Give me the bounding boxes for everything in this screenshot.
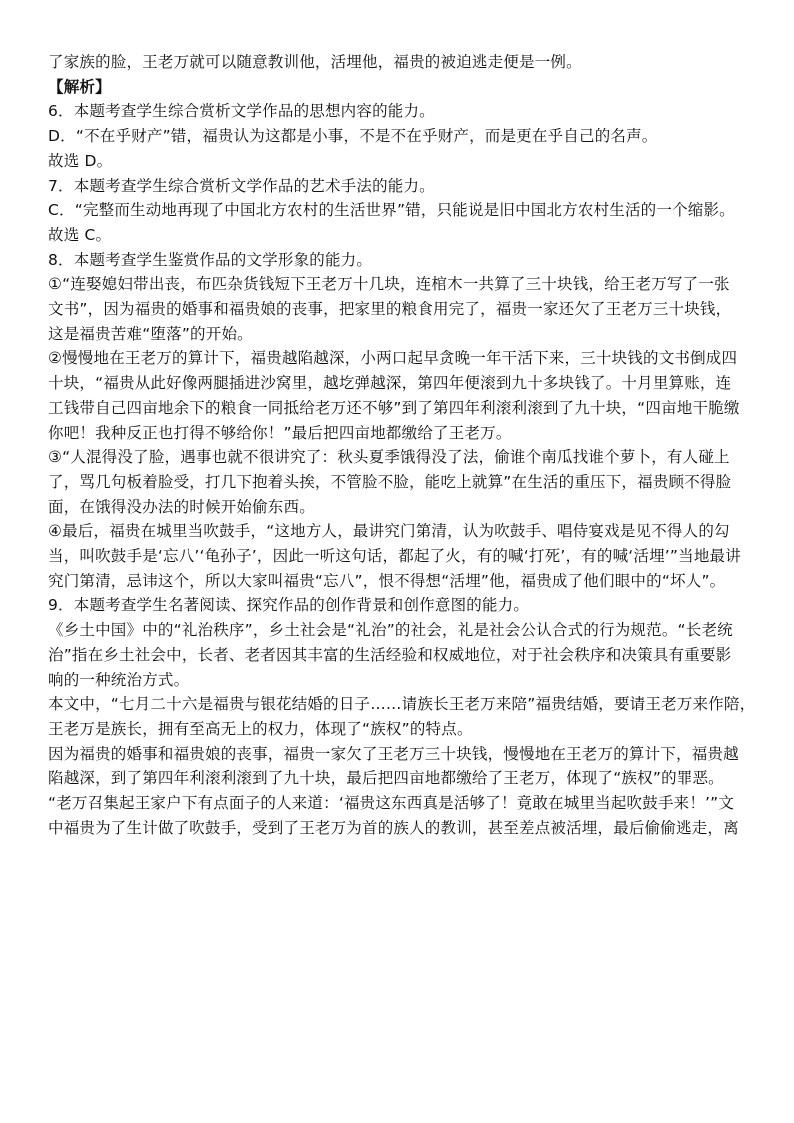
text-line: 究门第清，忌讳这个，所以大家叫福贵“忘八”，恨不得想“活埋”他，福贵成了他们眼中的“坏人”。 (48, 571, 726, 590)
text-line: 当，叫吹鼓手是‘忘八’‘龟孙子’，因此一听这句话，都起了火，有的喊‘打死’，有的喊‘活埋’”当地最讲 (48, 547, 741, 566)
text-line: C．“完整而生动地再现了中国北方农村的生活世界”错，只能说是旧中国北方农村生活的一个缩影。 (48, 201, 735, 220)
text-line: ④最后，福贵在城里当吹鼓手，“这地方人，最讲究门第清，认为吹鼓手、唱侍宴戏是见不得人的勾 (48, 522, 730, 541)
document-page (48, 50, 770, 841)
text-line: 王老万是族长，拥有至高无上的权力，体现了“族权”的特点。 (48, 719, 473, 738)
text-line: 故选 C。 (48, 225, 112, 244)
text-line: 《乡土中国》中的“礼治秩序”，乡土社会是“礼治”的社会，礼是社会公认合式的行为规范。“长老统 (48, 621, 733, 640)
text-line: 了家族的脸，王老万就可以随意教训他，活埋他，福贵的被迫逃走便是一例。 (48, 53, 582, 71)
text-line: 你吧！我种反正也打得不够给你！”最后把四亩地都缴给了王老万。 (48, 423, 512, 442)
text-line: 8．本题考查学生鉴赏作品的文学形象的能力。 (48, 250, 373, 269)
text-line: 6．本题考查学生综合赏析文学作品的思想内容的能力。 (48, 102, 435, 121)
text-line: ②慢慢地在王老万的算计下，福贵越陷越深，小两口起早贪晚一年干活下来，三十块钱的文书倒成四 (48, 349, 738, 368)
text-line: “老万召集起王家户下有点面子的人来道：‘福贵这东西真是活够了！竟敢在城里当起吹鼓手来！’”文 (48, 794, 735, 813)
text-line: 因为福贵的婚事和福贵娘的丧事，福贵一家欠了王老万三十块钱，慢慢地在王老万的算计下，福贵越 (48, 744, 739, 763)
text-line: D．“不在乎财产”错，福贵认为这都是小事，不是不在乎财产，而是更在乎自己的名声。 (48, 127, 658, 146)
text-line: 治”指在乡土社会中，长者、老者因其丰富的生活经验和权威地位，对于社会秩序和决策具有重要影 (48, 645, 732, 664)
text-line: 陷越深，到了第四年利滚利滚到了九十块，最后把四亩地都缴给了王老万，体现了“族权”的罪恶。 (48, 769, 724, 788)
text-line: 9．本题考查学生名著阅读、探究作品的创作背景和创作意图的能力。 (48, 596, 530, 615)
text-line: 响的一种统治方式。 (48, 670, 190, 689)
text-line: 工钱带自己四亩地余下的粮食一同抵给老万还不够”到了第四年利滚利滚到了九十块，“四亩地干脆缴 (48, 398, 740, 417)
text-line: 7．本题考查学生综合赏析文学作品的艺术手法的能力。 (48, 176, 435, 195)
text-line: 中福贵为了生计做了吹鼓手，受到了王老万为首的族人的教训，甚至差点被活埋，最后偷偷逃走，离 (48, 818, 739, 837)
text-line: 十块，“福贵从此好像两腿插进沙窝里，越圪弹越深，第四年便滚到九十多块钱了。十月里算账，连 (48, 374, 732, 393)
text-line: 了，骂几句板着脸受，打几下抱着头挨，不管脸不脸，能吃上就算”在生活的重压下，福贵顾不得脸 (48, 472, 732, 491)
text-line: 面，在饿得没办法的时候开始偷东西。 (48, 497, 315, 516)
text-line: 故选 D。 (48, 151, 113, 170)
text-line: ①“连娶媳妇带出丧，布匹杂货钱短下王老万十几块，连棺木一共算了三十块钱，给王老万写了一张 (48, 275, 730, 294)
text-line: ③“人混得没了脸，遇事也就不很讲究了：秋头夏季饿得没了法，偷谁个南瓜找谁个萝卜，有人碰上 (48, 448, 730, 467)
text-line: 文书”，因为福贵的婚事和福贵娘的丧事，把家里的粮食用完了，福贵一家还欠了王老万三十块钱， (48, 300, 732, 319)
text-line: 这是福贵苦难“堕落”的开始。 (48, 324, 253, 343)
analysis-heading: 【解析】 (48, 77, 111, 96)
text-line: 本文中，“七月二十六是福贵与银花结婚的日子……请族长王老万来陪”福贵结婚，要请王老万来作陪， (48, 695, 756, 714)
